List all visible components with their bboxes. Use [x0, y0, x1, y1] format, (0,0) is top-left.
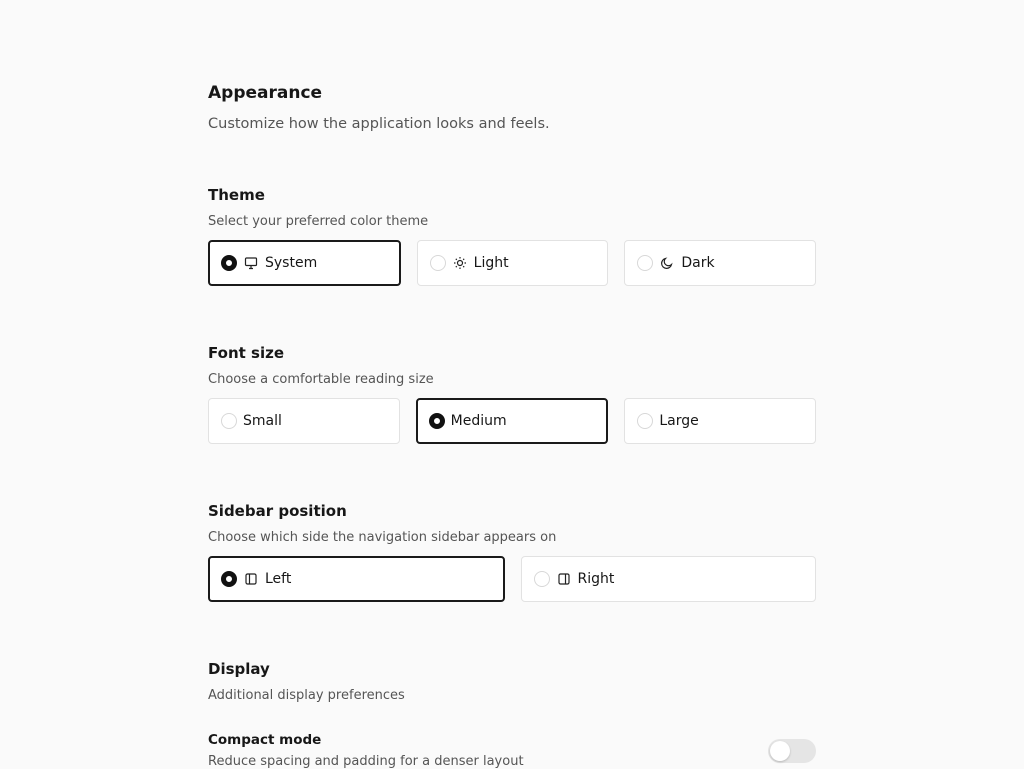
option-label: Right: [577, 571, 615, 587]
section-title: Display: [208, 660, 270, 678]
compact-mode-row: [208, 732, 816, 769]
radio-selected[interactable]: [221, 255, 237, 271]
section-title: Font size: [208, 344, 284, 362]
font-size-section: [208, 344, 816, 444]
section-title: Sidebar position: [208, 502, 347, 520]
option-label: Large: [659, 413, 699, 429]
radio-unselected[interactable]: [430, 255, 446, 271]
radio-unselected[interactable]: [534, 571, 550, 587]
display-section: [208, 660, 816, 769]
page-subtitle: Customize how the application looks and feels.: [208, 116, 550, 132]
section-description: Choose a comfortable reading size: [208, 372, 434, 387]
section-title: Theme: [208, 186, 265, 204]
radio-unselected[interactable]: [221, 413, 237, 429]
compact-mode-label: Compact mode: [208, 732, 322, 748]
sidebar-option-left[interactable]: [208, 556, 505, 602]
compact-mode-toggle[interactable]: [768, 739, 816, 763]
sidebar-option-right[interactable]: [521, 556, 817, 602]
font-size-option-medium[interactable]: [416, 398, 609, 444]
font-size-option-large[interactable]: [624, 398, 816, 444]
radio-unselected[interactable]: [637, 255, 653, 271]
theme-section: [208, 186, 816, 286]
sidebar-right-icon: [556, 571, 572, 587]
radio-selected[interactable]: [429, 413, 445, 429]
font-size-option-small[interactable]: [208, 398, 400, 444]
sidebar-position-section: [208, 502, 816, 602]
option-label: Small: [243, 413, 282, 429]
page-title: Appearance: [208, 83, 323, 103]
monitor-icon: [243, 255, 259, 271]
option-label: Medium: [450, 413, 507, 429]
sun-icon: [452, 255, 468, 271]
compact-mode-description: Reduce spacing and padding for a denser layout: [208, 754, 524, 769]
theme-option-system[interactable]: [208, 240, 401, 286]
section-description: Select your preferred color theme: [208, 214, 429, 229]
section-description: Choose which side the navigation sidebar appears on: [208, 530, 557, 545]
option-label: Light: [473, 255, 509, 271]
option-label: System: [265, 255, 318, 271]
radio-selected[interactable]: [221, 571, 237, 587]
section-description: Additional display preferences: [208, 688, 405, 703]
moon-icon: [659, 255, 675, 271]
option-label: Left: [265, 571, 292, 587]
sidebar-left-icon: [243, 571, 259, 587]
option-label: Dark: [681, 255, 715, 271]
theme-option-dark[interactable]: [624, 240, 816, 286]
radio-unselected[interactable]: [637, 413, 653, 429]
theme-option-light[interactable]: [417, 240, 609, 286]
